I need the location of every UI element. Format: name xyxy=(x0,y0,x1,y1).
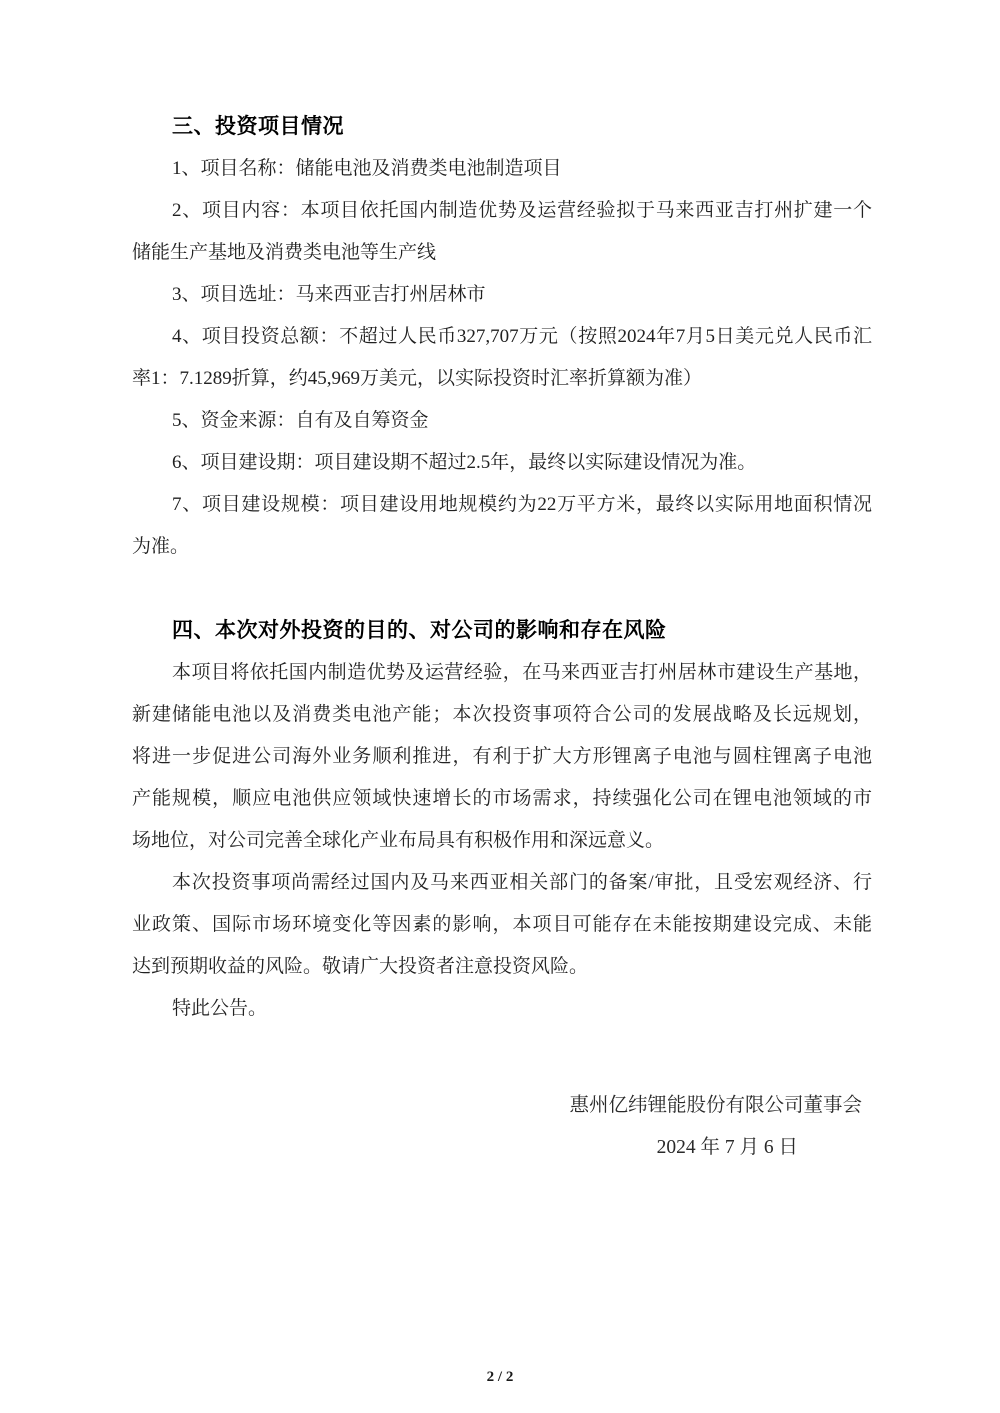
document-line: 2、项目内容：本项目依托国内制造优势及运营经验拟于马来西亚吉打州扩建一个 xyxy=(172,200,872,221)
document-line: 产能规模，顺应电池供应领域快速增长的市场需求，持续强化公司在锂电池领域的市 xyxy=(132,788,872,809)
document-line: 3、项目选址：马来西亚吉打州居林市 xyxy=(172,284,486,305)
document-line: 4、项目投资总额：不超过人民币327,707万元（按照2024年7月5日美元兑人民币汇 xyxy=(172,326,872,347)
document-line: 为准。 xyxy=(132,536,190,557)
signature-company: 惠州亿纬锂能股份有限公司董事会 xyxy=(569,1095,862,1116)
document-lines xyxy=(132,106,872,1030)
document-line: 6、项目建设期：项目建设期不超过2.5年，最终以实际建设情况为准。 xyxy=(172,452,757,473)
document-line: 1、项目名称：储能电池及消费类电池制造项目 xyxy=(172,158,562,179)
section-heading: 四、本次对外投资的目的、对公司的影响和存在风险 xyxy=(172,619,667,642)
document-line: 本项目将依托国内制造优势及运营经验，在马来西亚吉打州居林市建设生产基地， xyxy=(172,662,872,683)
document-line: 率1：7.1289折算，约45,969万美元，以实际投资时汇率折算额为准） xyxy=(132,368,703,389)
document-line: 达到预期收益的风险。敬请广大投资者注意投资风险。 xyxy=(132,956,589,977)
document-content xyxy=(132,106,872,1169)
document-line: 储能生产基地及消费类电池等生产线 xyxy=(132,242,437,263)
signature-date: 2024 年 7 月 6 日 xyxy=(656,1137,798,1158)
document-line: 5、资金来源：自有及自筹资金 xyxy=(172,410,429,431)
signature-block xyxy=(132,1085,872,1169)
section-heading: 三、投资项目情况 xyxy=(172,115,344,138)
document-line: 新建储能电池以及消费类电池产能；本次投资事项符合公司的发展战略及长远规划， xyxy=(132,704,872,725)
document-line: 特此公告。 xyxy=(172,998,268,1019)
document-line: 本次投资事项尚需经过国内及马来西亚相关部门的备案/审批，且受宏观经济、行 xyxy=(172,872,872,893)
page-number: 2 / 2 xyxy=(486,1369,514,1385)
document-line: 将进一步促进公司海外业务顺利推进，有利于扩大方形锂离子电池与圆柱锂离子电池 xyxy=(132,746,872,767)
document-line: 7、项目建设规模：项目建设用地规模约为22万平方米，最终以实际用地面积情况 xyxy=(172,494,872,515)
document-line: 场地位，对公司完善全球化产业布局具有积极作用和深远意义。 xyxy=(132,830,665,851)
document-line: 业政策、国际市场环境变化等因素的影响，本项目可能存在未能按期建设完成、未能 xyxy=(132,914,872,935)
